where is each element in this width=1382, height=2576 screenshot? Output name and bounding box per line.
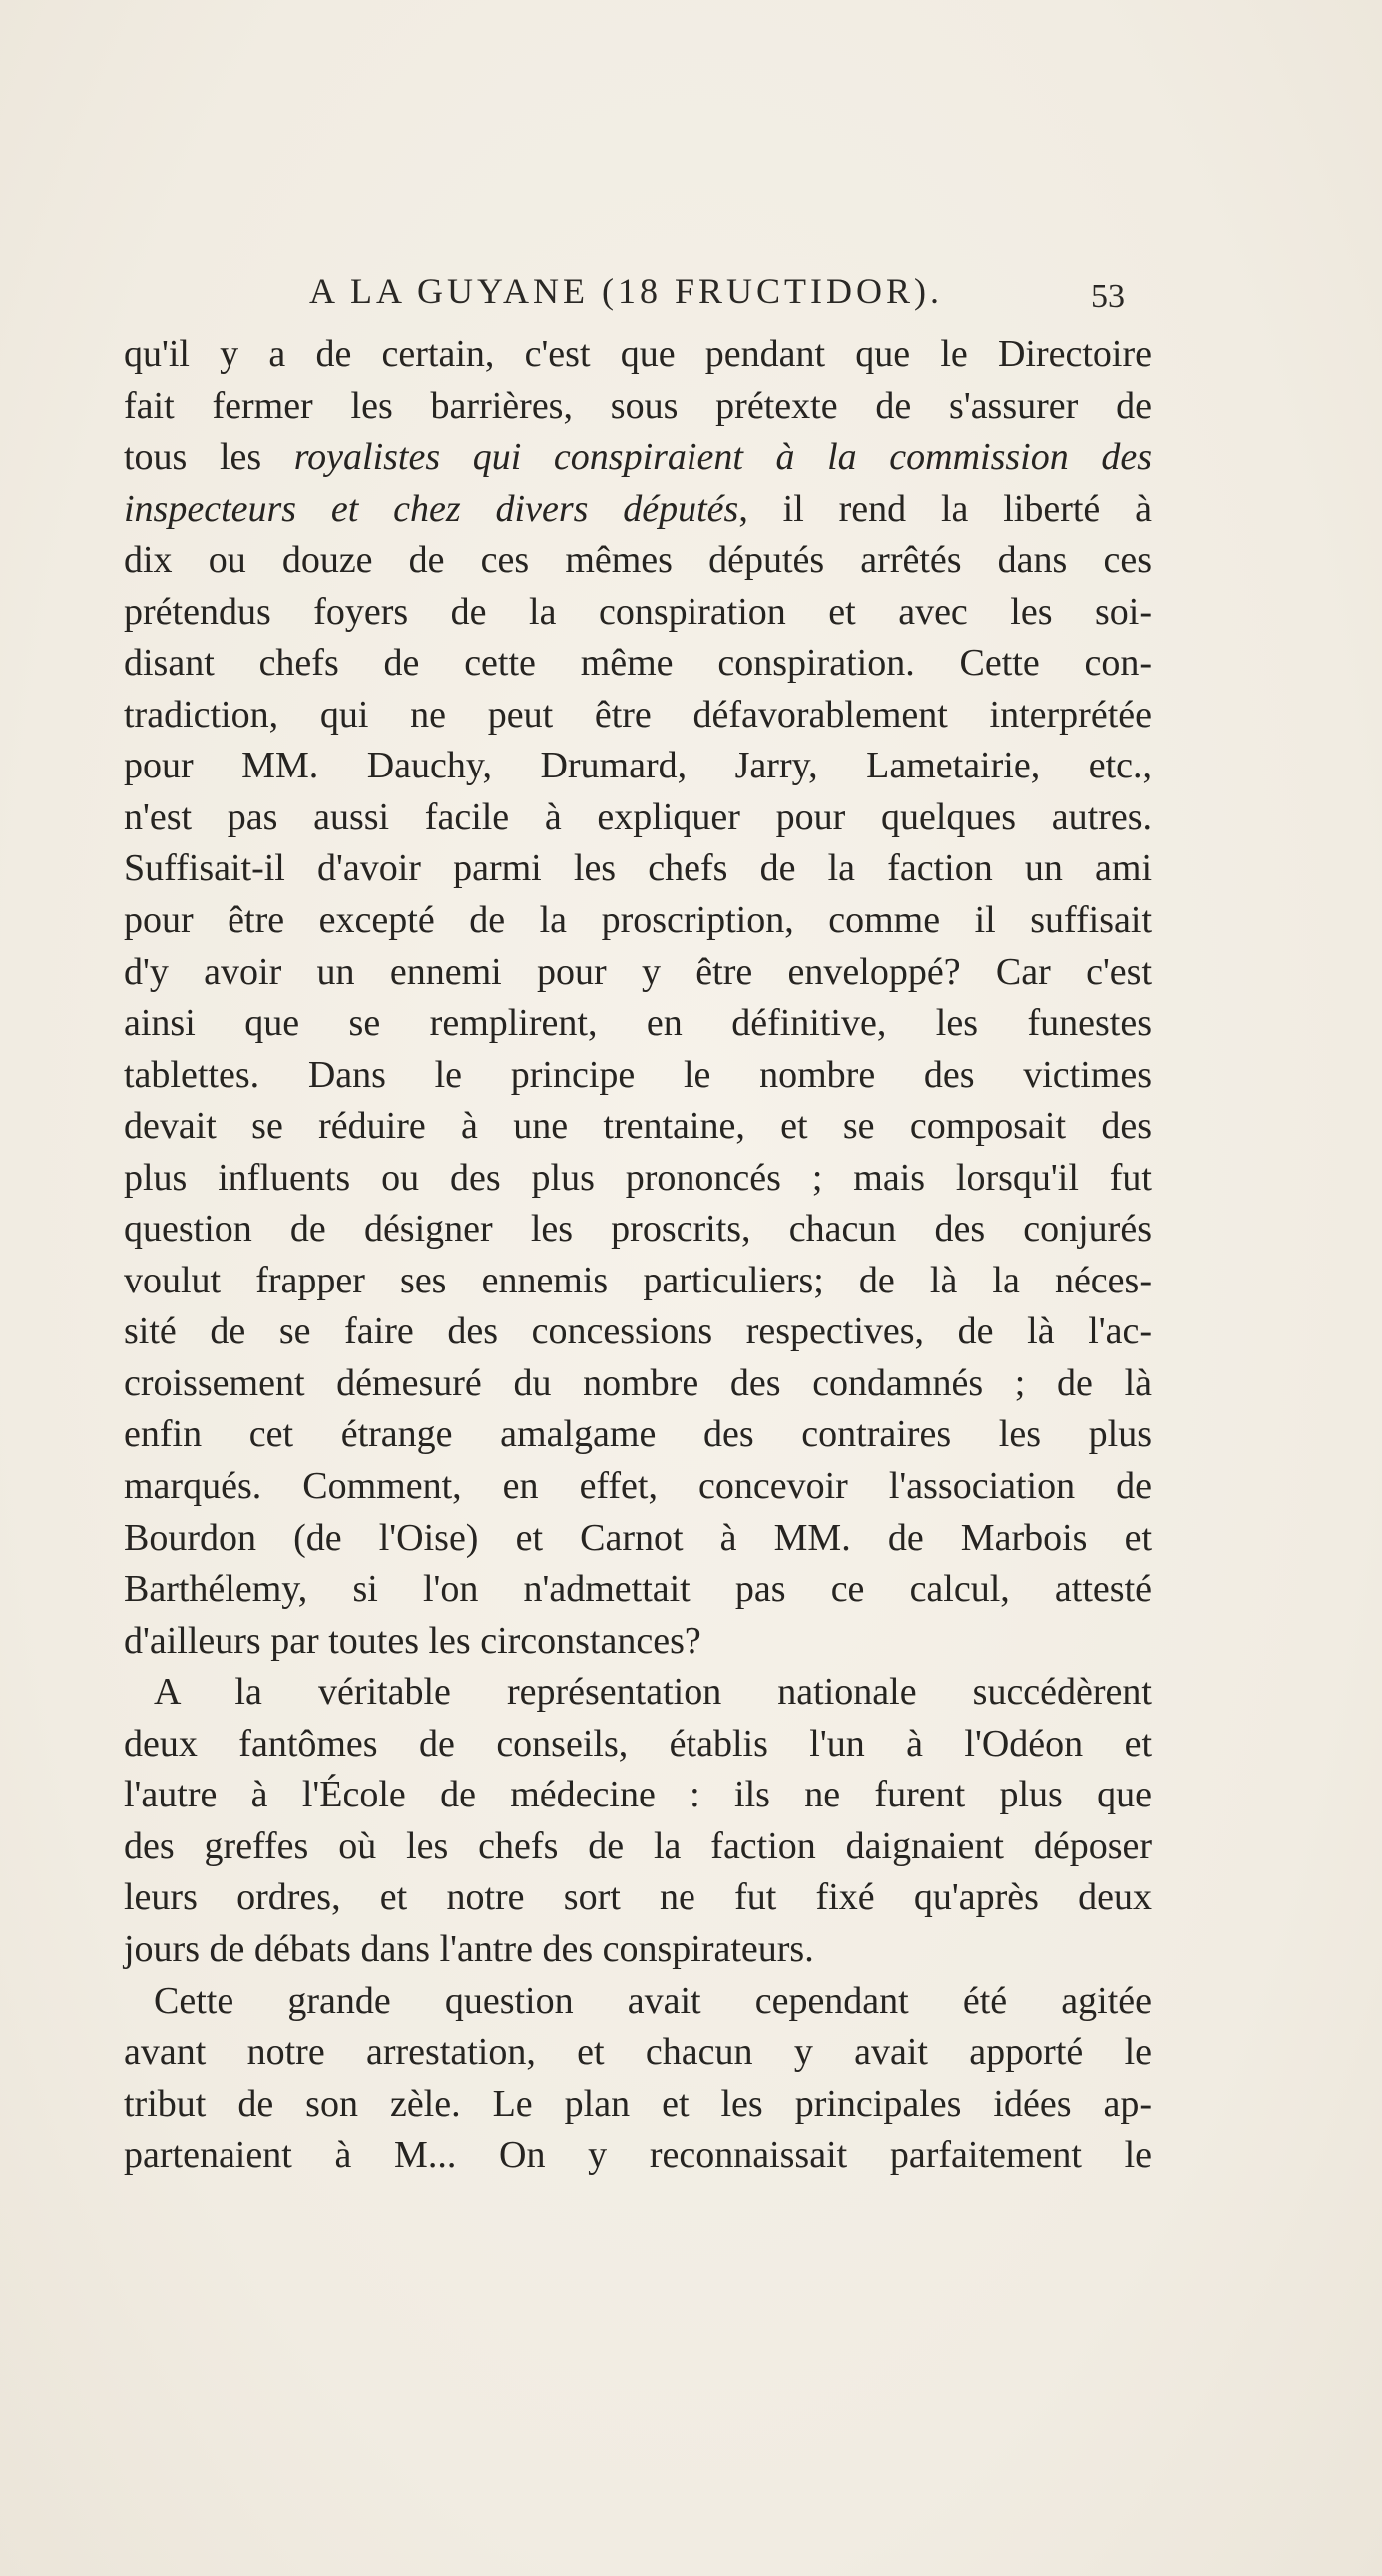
- text-line: partenaient à M... On y reconnaissait parfaitement le: [124, 2134, 1152, 2177]
- text-line: disant chefs de cette même conspiration. Cette con-: [124, 642, 1152, 685]
- text-line: leurs ordres, et notre sort ne fut fixé qu'après deux: [124, 1876, 1152, 1919]
- paragraph-last-line: jours de débats dans l'antre des conspirateurs.: [124, 1927, 814, 1970]
- running-head: [0, 261, 1382, 321]
- text-line: fait fermer les barrières, sous prétexte de s'assurer de: [124, 384, 1152, 427]
- text-line: question de désigner les proscrits, chacun des conjurés: [124, 1208, 1152, 1251]
- running-title: A LA GUYANE (18 FRUCTIDOR).: [309, 271, 944, 311]
- text-line: qu'il y a de certain, c'est que pendant que le Directoire: [124, 333, 1152, 375]
- text-line: tradiction, qui ne peut être défavorablement interprétée: [124, 693, 1152, 736]
- text-line: Barthélemy, si l'on n'admettait pas ce calcul, attesté: [124, 1568, 1152, 1611]
- text-line: n'est pas aussi facile à expliquer pour quelques autres.: [124, 795, 1152, 838]
- text-line: avant notre arrestation, et chacun y avait apporté le: [124, 2031, 1152, 2074]
- paragraph-last-line: d'ailleurs par toutes les circonstances?: [124, 1619, 701, 1662]
- text-line: croissement démesuré du nombre des condamnés ; de là: [124, 1361, 1152, 1404]
- text-line: enfin cet étrange amalgame des contraires les plus: [124, 1413, 1152, 1456]
- text-line: des greffes où les chefs de la faction daignaient déposer: [124, 1824, 1152, 1867]
- italic-text-segment: royalistes qui conspiraient à la commission des: [293, 436, 1152, 479]
- text-line: sité de se faire des concessions respectives, de là l'ac-: [124, 1310, 1152, 1353]
- text-line: prétendus foyers de la conspiration et avec les soi-: [124, 590, 1152, 633]
- text-line: marqués. Comment, en effet, concevoir l'association de: [124, 1465, 1152, 1508]
- text-line: ainsi que se remplirent, en définitive, les funestes: [124, 1002, 1152, 1045]
- text-line: plus influents ou des plus prononcés ; mais lorsqu'il fut: [124, 1156, 1152, 1199]
- text-line-with-italic: [124, 432, 1152, 484]
- text-line: deux fantômes de conseils, établis l'un à l'Odéon et: [124, 1722, 1152, 1765]
- italic-text-segment: inspecteurs et chez divers députés: [124, 487, 739, 530]
- text-line: l'autre à l'École de médecine : ils ne furent plus que: [124, 1774, 1152, 1816]
- text-line: devait se réduire à une trentaine, et se composait des: [124, 1105, 1152, 1148]
- text-line-with-italic: [124, 484, 1152, 536]
- paragraph-first-line: Cette grande question avait cependant été agitée: [154, 1979, 1152, 2022]
- text-line: voulut frapper ses ennemis particuliers; de là la néces-: [124, 1259, 1152, 1301]
- text-line: tablettes. Dans le principe le nombre des victimes: [124, 1053, 1152, 1096]
- text-segment: tous les: [124, 436, 294, 479]
- text-line: dix ou douze de ces mêmes députés arrêtés dans ces: [124, 539, 1152, 582]
- body-text: [124, 329, 1152, 2182]
- text-line: Suffisait-il d'avoir parmi les chefs de la faction un ami: [124, 847, 1152, 890]
- page-number: 53: [1091, 278, 1125, 315]
- text-line: pour être excepté de la proscription, comme il suffisait: [124, 899, 1152, 942]
- text-line: tribut de son zèle. Le plan et les principales idées ap-: [124, 2082, 1152, 2125]
- paragraph-first-line: A la véritable représentation nationale succédèrent: [154, 1671, 1152, 1714]
- text-segment: , il rend la liberté à: [738, 487, 1152, 530]
- text-line: pour MM. Dauchy, Drumard, Jarry, Lametairie, etc.,: [124, 745, 1152, 787]
- text-line: d'y avoir un ennemi pour y être enveloppé? Car c'est: [124, 950, 1152, 993]
- text-line: Bourdon (de l'Oise) et Carnot à MM. de Marbois et: [124, 1516, 1152, 1559]
